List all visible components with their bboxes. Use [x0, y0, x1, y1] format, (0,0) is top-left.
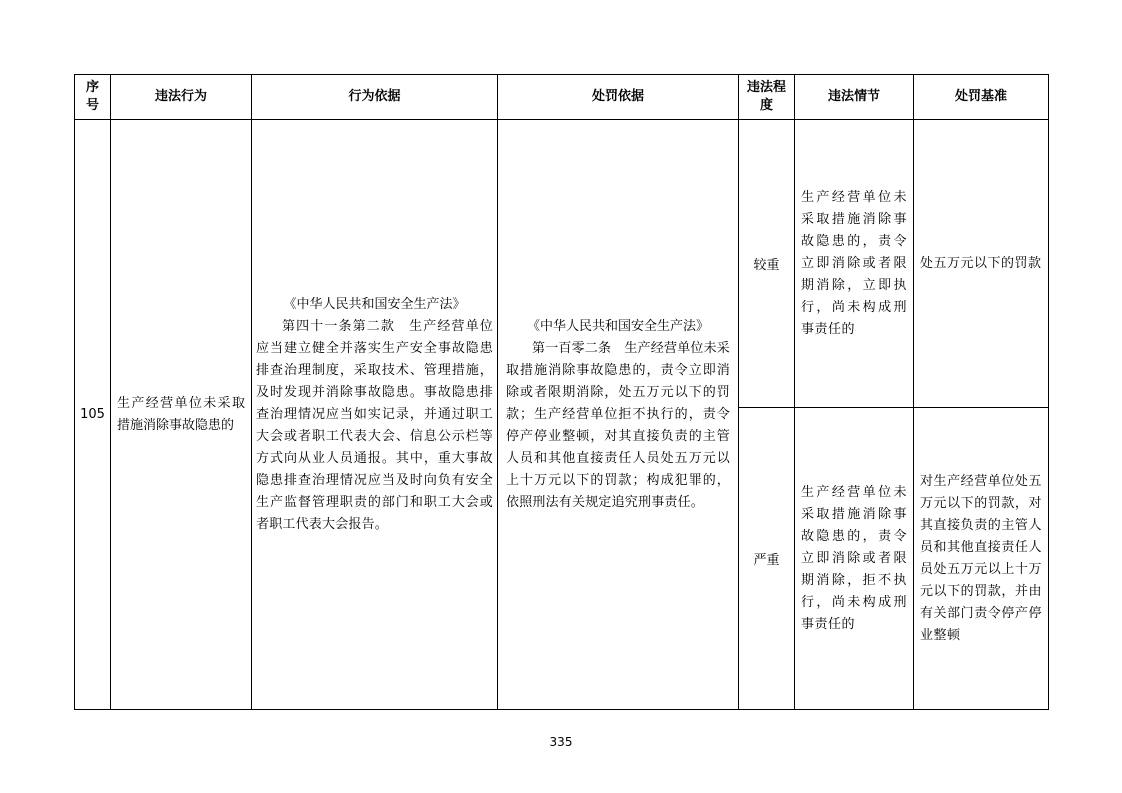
- degree-severe: 严重: [739, 408, 795, 710]
- row-penalty-basis: [498, 120, 739, 710]
- degree-serious: 较重: [739, 120, 795, 408]
- standard-serious: 处五万元以下的罚款: [914, 120, 1049, 408]
- header-standard: 处罚基准: [914, 75, 1049, 120]
- header-basis: 行为依据: [252, 75, 498, 120]
- basis-law-text: 第四十一条第二款 生产经营单位应当建立健全并落实生产安全事故隐患排查治理制度，采取技术、管理措施，及时发现并消除事故隐患。事故隐患排查治理情况应当如实记录，并通过职工大会或者职工代表大会、信息公示栏等方式向从业人员通报。其中，重大事故隐患排查治理情况应当及时向负有安全生产监督管理职责的部门和职工大会或者职工代表大会报告。: [256, 318, 493, 532]
- basis-law-title: 《中华人民共和国安全生产法》: [283, 296, 466, 312]
- circumstance-severe: 生产经营单位未采取措施消除事故隐患的，责令立即消除或者限期消除，拒不执行，尚未构成刑事责任的: [795, 408, 914, 710]
- header-violation: 违法行为: [111, 75, 252, 120]
- standard-severe: 对生产经营单位处五万元以下的罚款，对其直接负责的主管人员和其他直接责任人员处五万元以上十万元以下的罚款，并由有关部门责令停产停业整顿: [914, 408, 1049, 710]
- circumstance-serious: 生产经营单位未采取措施消除事故隐患的，责令立即消除或者限期消除，立即执行，尚未构成刑事责任的: [795, 120, 914, 408]
- row-seq: 105: [75, 120, 111, 710]
- table-header-row: [75, 75, 1049, 120]
- header-circumstance: 违法情节: [795, 75, 914, 120]
- table-row: [75, 120, 1049, 408]
- penalty-standard-table: [74, 74, 1049, 710]
- row-basis: [252, 120, 498, 710]
- page-number: 335: [549, 735, 573, 749]
- header-penalty-basis: 处罚依据: [498, 75, 739, 120]
- penalty-law-title: 《中华人民共和国安全生产法》: [526, 318, 709, 334]
- penalty-law-text: 第一百零二条 生产经营单位未采取措施消除事故隐患的，责令立即消除或者限期消除，处五万元以下的罚款；生产经营单位拒不执行的，责令停产停业整顿，对其直接负责的主管人员和其他直接责任人员处五万元以上十万元以下的罚款；构成犯罪的，依照刑法有关规定追究刑事责任。: [506, 340, 731, 510]
- header-seq: 序号: [75, 75, 111, 120]
- row-violation: 生产经营单位未采取措施消除事故隐患的: [111, 120, 252, 710]
- header-degree: 违法程度: [739, 75, 795, 120]
